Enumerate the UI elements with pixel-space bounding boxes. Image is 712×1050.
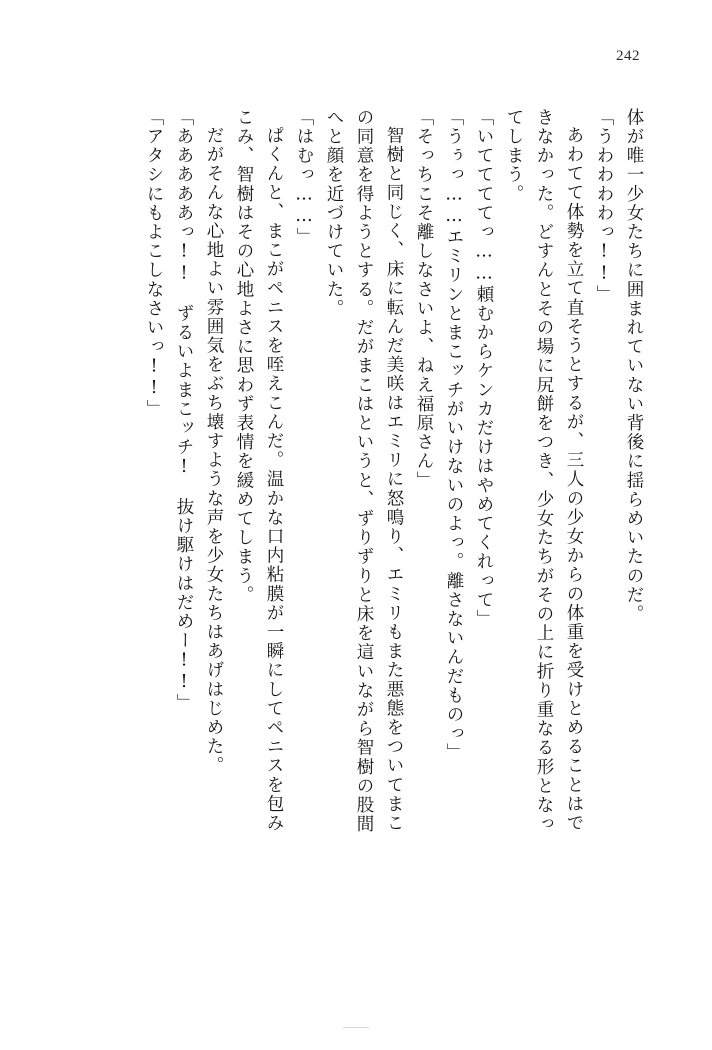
text-line: こみ、智樹はその心地よさに思わず表情を緩めてしまう。: [234, 108, 254, 605]
text-line: へと顔を近づけていた。: [324, 108, 344, 319]
text-line: 「そっちこそ離しなさいよ、ねえ福原さん」: [414, 108, 434, 490]
page-number: 242: [616, 48, 640, 64]
text-line: 「いててててっ……頼むからケンカだけはやめてくれって」: [474, 108, 494, 629]
text-line: あわてて体勢を立て直そうとするが、三人の少女からの体重を受けとめることはで: [564, 126, 584, 833]
text-line: 体が唯一少女たちに囲まれていない背後に揺らめいたのだ。: [624, 108, 644, 624]
text-line: きなかった。どすんとその場に尻餅をつき、少女たちがその上に折り重なる形となっ: [534, 108, 554, 834]
text-line: の同意を得ようとする。だがまこはというと、ずりずりと床を這いながら智樹の股間: [354, 108, 374, 834]
text-line: 「はむっ……」: [294, 108, 314, 247]
text-line: 「あああああっ!! ずるいよまこッチ! 抜け駆けはだめー!!」: [174, 108, 194, 713]
vertical-text-body: [70, 108, 642, 990]
text-line: 「うわわわわっ!!」: [594, 108, 614, 304]
text-line: だがそんな心地よい雰囲気をぶち壊すような声を少女たちはあげはじめた。: [204, 126, 224, 776]
text-line: 「アタシにもよこしなさいっ!!」: [144, 108, 164, 419]
footer-divider: [343, 1027, 369, 1028]
text-line: 智樹と同じく、床に転んだ美咲はエミリに怒鳴り、エミリもまた悪態をついてまこ: [384, 126, 404, 833]
text-line: 「うぅっ……エミリンとまこッチがいけないのよっ。離さないんだものっ」: [444, 108, 464, 763]
text-line: てしまう。: [504, 108, 524, 204]
text-line: ぱくんと、まこがペニスを咥えこんだ。温かな口内粘膜が一瞬にしてペニスを包み: [264, 126, 284, 833]
